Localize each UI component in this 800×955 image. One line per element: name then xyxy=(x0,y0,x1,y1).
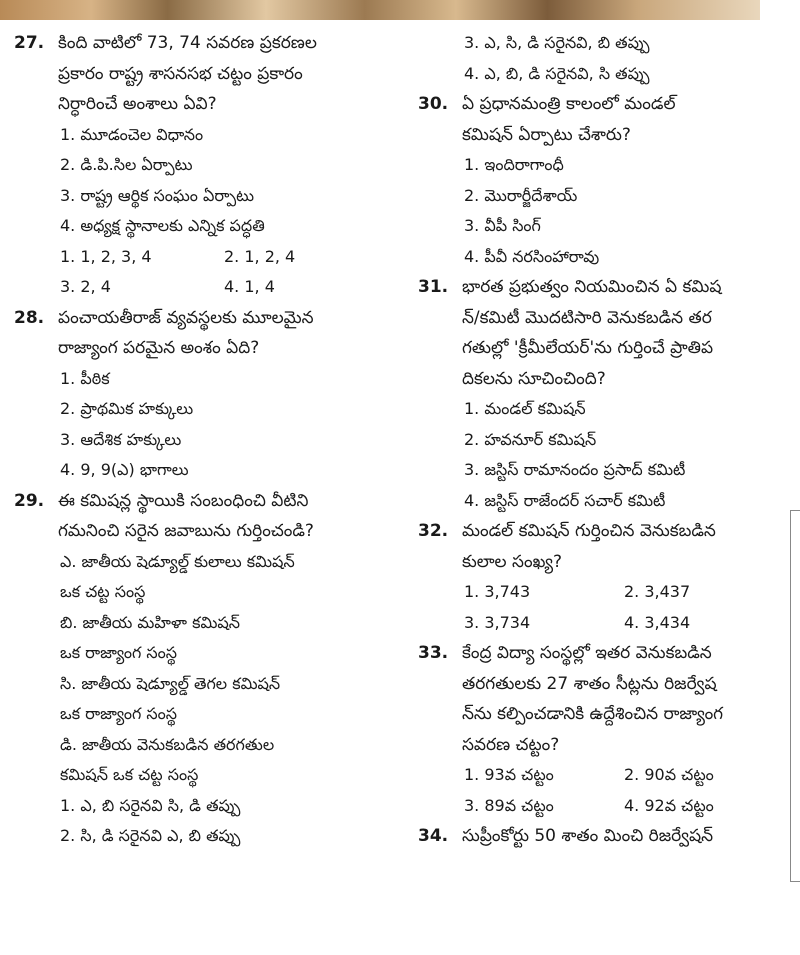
question-number: 28. xyxy=(14,307,45,328)
question-line: కులాల సంఖ్య? xyxy=(462,551,563,572)
answer-row xyxy=(418,608,784,639)
option: 3. ఆదేశిక హక్కులు xyxy=(60,429,182,449)
option: 1. మూడంచెల విధానం xyxy=(60,124,204,144)
question-number: 30. xyxy=(418,94,449,114)
option: 2. హవనూర్ కమిషన్ xyxy=(464,429,597,449)
question-31 xyxy=(418,272,784,394)
question-text xyxy=(462,821,713,852)
option: 4. అధ్యక్ష స్థానాలకు ఎన్నిక పద్ధతి xyxy=(60,216,265,235)
question-29 xyxy=(14,486,404,547)
answer-row xyxy=(418,791,784,822)
question-line: కమిషన్ ఏర్పాటు చేశారు? xyxy=(462,124,631,145)
question-28 xyxy=(14,303,404,364)
question-text xyxy=(462,638,723,760)
left-column xyxy=(14,28,404,852)
question-line: సవరణ చట్టం? xyxy=(462,734,560,755)
header-photo-strip xyxy=(0,0,760,20)
question-line: కింది వాటిలో 73, 74 సవరణ ప్రకరణల xyxy=(58,33,317,53)
answer-option: 4. 3,434 xyxy=(624,612,691,632)
question-line: భారత ప్రభుత్వం నియమించిన ఏ కమిష xyxy=(462,277,722,297)
statement: ఒక రాజ్యాంగ సంస్థ xyxy=(60,704,177,723)
question-line: గమనించి సరైన జవాబును గుర్తించండి? xyxy=(58,521,314,541)
option: 3. జస్టిస్ రామానందం ప్రసాద్ కమిటీ xyxy=(464,460,686,479)
question-text xyxy=(58,28,317,120)
question-line: దికలను సూచించింది? xyxy=(462,368,606,389)
question-line: కేంద్ర విద్యా సంస్థల్లో ఇతర వెనుకబడిన xyxy=(462,643,712,663)
statement: ఒక రాజ్యాంగ సంస్థ xyxy=(60,643,177,662)
question-text xyxy=(58,486,314,547)
question-text xyxy=(462,516,716,577)
option: 1. పీఠిక xyxy=(60,368,110,388)
answer-option: 3. 89వ చట్టం xyxy=(464,795,554,815)
adjacent-column-box xyxy=(790,510,800,882)
answer-row xyxy=(14,242,404,273)
answer-option: 1. 3,743 xyxy=(464,582,531,601)
statement: ఎ. జాతీయ షెడ్యూల్డ్ కులాలు కమిషన్ xyxy=(60,551,295,571)
answer-row xyxy=(14,272,404,303)
option: 4. జస్టిస్ రాజేందర్ సచార్ కమిటీ xyxy=(464,490,666,510)
question-line: పంచాయతీరాజ్ వ్యవస్థలకు మూలమైన xyxy=(58,307,314,328)
option: 2. సి, డి సరైనవి ఎ, బి తప్పు xyxy=(60,826,241,845)
option: 1. ఇందిరాగాంధీ xyxy=(464,155,564,174)
option: 4. 9, 9(ఎ) భాగాలు xyxy=(60,460,189,479)
question-line: న్‌ను కల్పించడానికి ఉద్దేశించిన రాజ్యాంగ xyxy=(462,704,724,724)
question-33 xyxy=(418,638,784,760)
question-text xyxy=(462,272,721,394)
answer-option: 2. 90వ చట్టం xyxy=(624,765,714,784)
question-line: మండల్ కమిషన్ గుర్తించిన వెనుకబడిన xyxy=(462,521,716,541)
option: 1. ఎ, బి సరైనవి సి, డి తప్పు xyxy=(60,795,241,815)
option: 2. ప్రాథమిక హక్కులు xyxy=(60,399,194,418)
option: 2. డి.పి.సిల ఏర్పాటు xyxy=(60,155,193,174)
question-line: ప్రకారం రాష్ట్ర శాసనసభ చట్టం ప్రకారం xyxy=(58,63,303,84)
answer-row xyxy=(418,760,784,791)
question-line: ఏ ప్రధానమంత్రి కాలంలో మండల్ xyxy=(462,94,676,114)
question-number: 32. xyxy=(418,521,449,541)
question-number: 31. xyxy=(418,277,449,297)
question-30 xyxy=(418,89,784,150)
answer-option: 1. 1, 2, 3, 4 xyxy=(60,246,152,266)
answer-option: 2. 3,437 xyxy=(624,582,691,601)
option: 3. ఎ, సి, డి సరైనవి, బి తప్పు xyxy=(464,33,650,52)
answer-row xyxy=(418,577,784,608)
answer-option: 4. 1, 4 xyxy=(224,277,275,296)
option: 4. ఎ, బి, డి సరైనవి, సి తప్పు xyxy=(464,63,650,83)
question-text xyxy=(462,89,676,150)
answer-option: 3. 2, 4 xyxy=(60,277,111,296)
question-number: 33. xyxy=(418,643,449,663)
answer-option: 4. 92వ చట్టం xyxy=(624,795,714,815)
statement: కమిషన్ ఒక చట్ట సంస్థ xyxy=(60,765,199,784)
option: 3. వీపీ సింగ్ xyxy=(464,216,541,235)
question-line: తరగతులకు 27 శాతం సీట్లను రిజర్వేష xyxy=(462,673,717,694)
question-number: 29. xyxy=(14,490,45,511)
option: 4. పీవీ నరసింహారావు xyxy=(464,246,600,266)
question-line: రాజ్యాంగ పరమైన అంశం ఏది? xyxy=(58,338,260,358)
right-column xyxy=(418,28,784,852)
option: 1. మండల్ కమిషన్ xyxy=(464,399,586,418)
question-34 xyxy=(418,821,784,852)
statement: సి. జాతీయ షెడ్యూల్డ్ తెగల కమిషన్ xyxy=(60,673,281,693)
question-32 xyxy=(418,516,784,577)
question-line: గతుల్లో 'క్రీమీలేయర్'ను గుర్తించే ప్రాతిప xyxy=(462,338,714,358)
answer-option: 1. 93వ చట్టం xyxy=(464,765,554,784)
question-line: న్/కమిటీ మొదటిసారి వెనుకబడిన తర xyxy=(462,307,712,328)
answer-option: 2. 1, 2, 4 xyxy=(224,246,296,266)
question-text xyxy=(58,303,314,364)
question-line: నిర్ధారించే అంశాలు ఏవి? xyxy=(58,94,217,114)
statement: డి. జాతీయ వెనుకబడిన తరగతుల xyxy=(60,734,275,754)
question-number: 34. xyxy=(418,826,449,846)
statement: ఒక చట్ట సంస్థ xyxy=(60,582,146,601)
question-number: 27. xyxy=(14,33,45,53)
question-line: ఈ కమిషన్ల స్థాయికి సంబంధించి వీటిని xyxy=(58,490,309,511)
answer-option: 3. 3,734 xyxy=(464,612,531,632)
question-line: సుప్రీంకోర్టు 50 శాతం మించి రిజర్వేషన్ xyxy=(462,826,714,846)
statement: బి. జాతీయ మహిళా కమిషన్ xyxy=(60,612,241,632)
question-27 xyxy=(14,28,404,120)
option: 2. మొరార్జీదేశాయ్ xyxy=(464,185,578,205)
option: 3. రాష్ట్ర ఆర్థిక సంఘం ఏర్పాటు xyxy=(60,185,255,205)
